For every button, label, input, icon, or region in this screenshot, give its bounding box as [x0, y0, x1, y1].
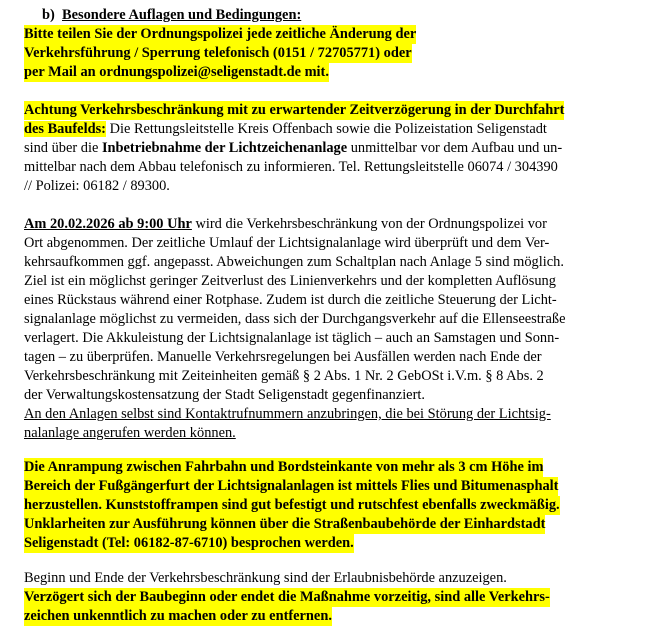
acceptance-text: wird die Verkehrsbeschränkung von der Ordnungspolizei vor [191, 216, 547, 232]
contact-line: per Mail an ordnungspolizei@seligenstadt.de mit. [24, 64, 329, 80]
notice-line: mittelbar nach dem Abbau telefonisch zu informieren. Tel. Rettungsleitstelle 06074 / 304390 [24, 159, 558, 175]
ending-line: Beginn und Ende der Verkehrsbeschränkung sind der Erlaubnisbehörde anzuzeigen. [24, 570, 507, 586]
contact-numbers-note: An den Anlagen selbst sind Kontaktrufnummern anzubringen, die bei Störung der Lichtsig- [24, 406, 551, 422]
notice-heading: Achtung Verkehrsbeschränkung mit zu erwartender Zeitverzögerung in der Durchfahrt [24, 102, 565, 118]
section-heading [42, 6, 301, 25]
acceptance-line: tagen – zu überprüfen. Manuelle Verkehrsregelungen bei Ausfällen werden nach Ende der [24, 349, 542, 365]
notice-text: unmittelbar vor dem Aufbau und un- [347, 140, 563, 156]
acceptance-line: signalanlage möglichst zu vermeiden, dass sich der Durchgangsverkehr auf die Ellenseestraße [24, 311, 566, 327]
ramp-line: Die Anrampung zwischen Fahrbahn und Bordsteinkante von mehr als 3 cm Höhe im [24, 459, 544, 475]
ramp-line: Bereich der Fußgängerfurt der Lichtsignalanlagen ist mittels Flies und Bitumenasphalt [24, 478, 559, 494]
notice-line: // Polizei: 06182 / 89300. [24, 178, 170, 194]
section-label: b) [42, 7, 55, 23]
acceptance-line: kehrsaufkommen ggf. angepasst. Abweichungen zum Schaltplan nach Anlage 5 sind möglich. [24, 254, 564, 270]
contact-numbers-note: nalanlage angerufen werden können. [24, 425, 236, 441]
notice-line [24, 120, 547, 139]
ramp-line: herzustellen. Kunststofframpen sind gut befestigt und rutschfest ebenfalls zweckmäßig. [24, 497, 560, 513]
acceptance-line: Verkehrsbeschränkung mit Zeiteinheiten gemäß § 2 Abs. 1 Nr. 2 GebOSt i.V.m. § 8 Abs. 2 [24, 368, 544, 384]
ending-warning: Verzögert sich der Baubeginn oder endet die Maßnahme vorzeitig, sind alle Verkehrs- [24, 589, 550, 605]
acceptance-line: eines Rückstaus während einer Rotphase. Zudem ist durch die zeitliche Steuerung der Licht- [24, 292, 557, 308]
ramp-line: Unklarheiten zur Ausführung können über die Straßenbaubehörde der Einhardstadt [24, 516, 546, 532]
notice-line [24, 139, 562, 158]
contact-line: Bitte teilen Sie der Ordnungspolizei jede zeitliche Änderung der [24, 26, 417, 42]
acceptance-line: verlagert. Die Akkuleistung der Lichtsignalanlage ist täglich – auch an Samstagen und Sonn- [24, 330, 560, 346]
ending-warning: zeichen unkenntlich zu machen oder zu entfernen. [24, 608, 332, 624]
acceptance-line: der Verwaltungskostensatzung der Stadt Seligenstadt gegenfinanziert. [24, 387, 425, 403]
acceptance-line: Ort abgenommen. Der zeitliche Umlauf der Lichtsignalanlage wird überprüft und dem Ver- [24, 235, 550, 251]
acceptance-line [24, 215, 547, 234]
notice-heading-end: des Baufelds: [24, 121, 106, 137]
section-title: Besondere Auflagen und Bedingungen: [62, 7, 302, 23]
acceptance-line: Ziel ist ein möglichst geringer Zeitverlust des Linienverkehrs und der kompletten Auflösung [24, 273, 556, 289]
notice-text: Die Rettungsleitstelle Kreis Offenbach sowie die Polizeistation Seligenstadt [105, 121, 547, 137]
ramp-line: Seligenstadt (Tel: 06182-87-6710) besprochen werden. [24, 535, 354, 551]
notice-emphasis: Inbetriebnahme der Lichtzeichenanlage [101, 140, 348, 156]
contact-line: Verkehrsführung / Sperrung telefonisch (0151 / 72705771) oder [24, 45, 412, 61]
acceptance-date: Am 20.02.2026 ab 9:00 Uhr [24, 216, 192, 232]
notice-text: sind über die [24, 140, 102, 156]
